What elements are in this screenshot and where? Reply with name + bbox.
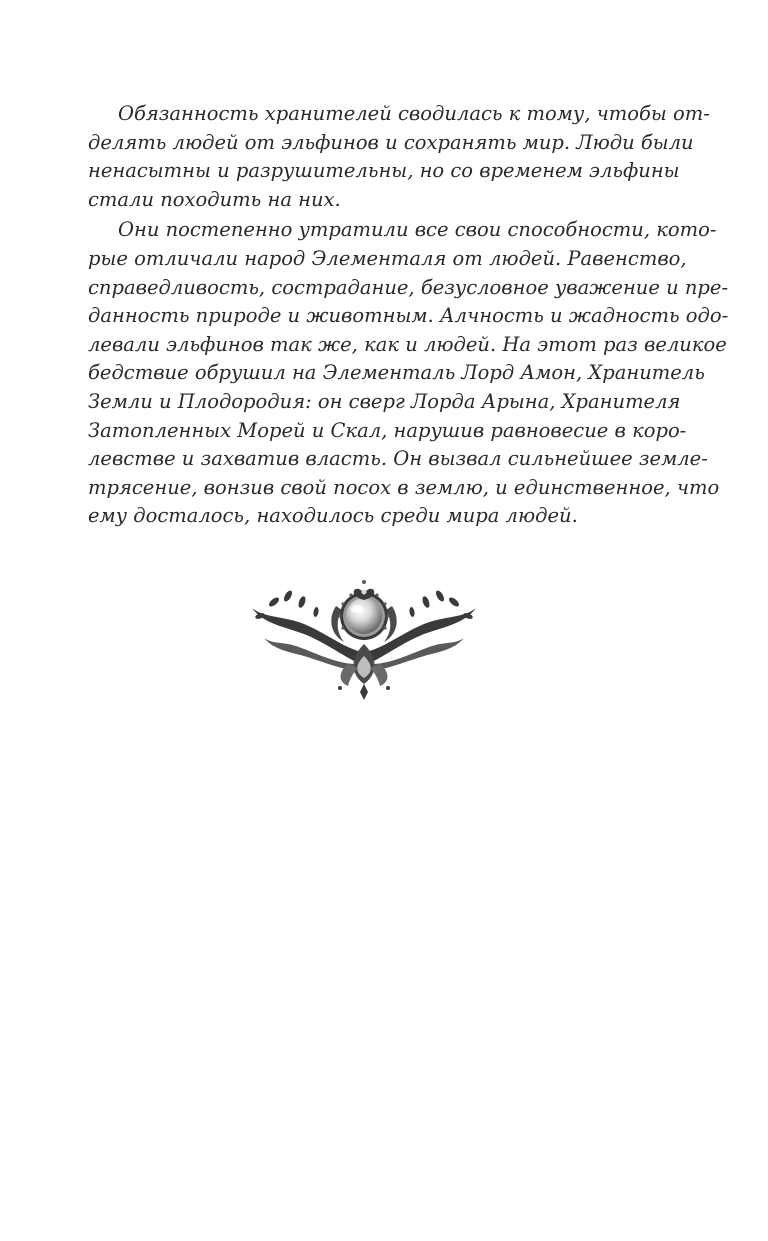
text-line: справедливость, сострадание, безусловное уважение и пре- xyxy=(88,275,729,299)
body-text xyxy=(88,100,729,531)
text-line: делять людей от эльфинов и сохранять мир. Люди были xyxy=(88,130,694,154)
text-line: рые отличали народ Элементаля от людей. Равенство, xyxy=(88,246,687,270)
text-line: Они постепенно утратили все свои способности, кото- xyxy=(118,218,717,242)
text-line: данность природе и животным. Алчность и жадность одо- xyxy=(88,304,729,328)
text-line: трясение, вонзив свой посох в землю, и единственное, что xyxy=(88,475,720,499)
text-line: бедствие обрушил на Элементаль Лорд Амон, Хранитель xyxy=(88,361,705,385)
paragraph-1 xyxy=(88,100,710,214)
paragraph-2 xyxy=(88,216,729,531)
text-line: Обязанность хранителей сводилась к тому, чтобы от- xyxy=(118,102,710,125)
text-line: ему досталось, находилось среди мира людей. xyxy=(88,504,578,528)
text-line: Затопленных Морей и Скал, нарушив равновесие в коро- xyxy=(88,418,687,442)
text-line: стали походить на них. xyxy=(88,187,341,211)
text-line: ненасытны и разрушительны, но со временем эльфины xyxy=(88,159,680,183)
floral-gem-ornament-icon xyxy=(244,572,484,702)
text-line: левстве и захватив власть. Он вызвал сильнейшее земле- xyxy=(88,447,708,471)
text-line: Земли и Плодородия: он сверг Лорда Арына, Хранителя xyxy=(88,389,681,413)
text-line: левали эльфинов так же, как и людей. На этот раз великое xyxy=(88,332,727,356)
